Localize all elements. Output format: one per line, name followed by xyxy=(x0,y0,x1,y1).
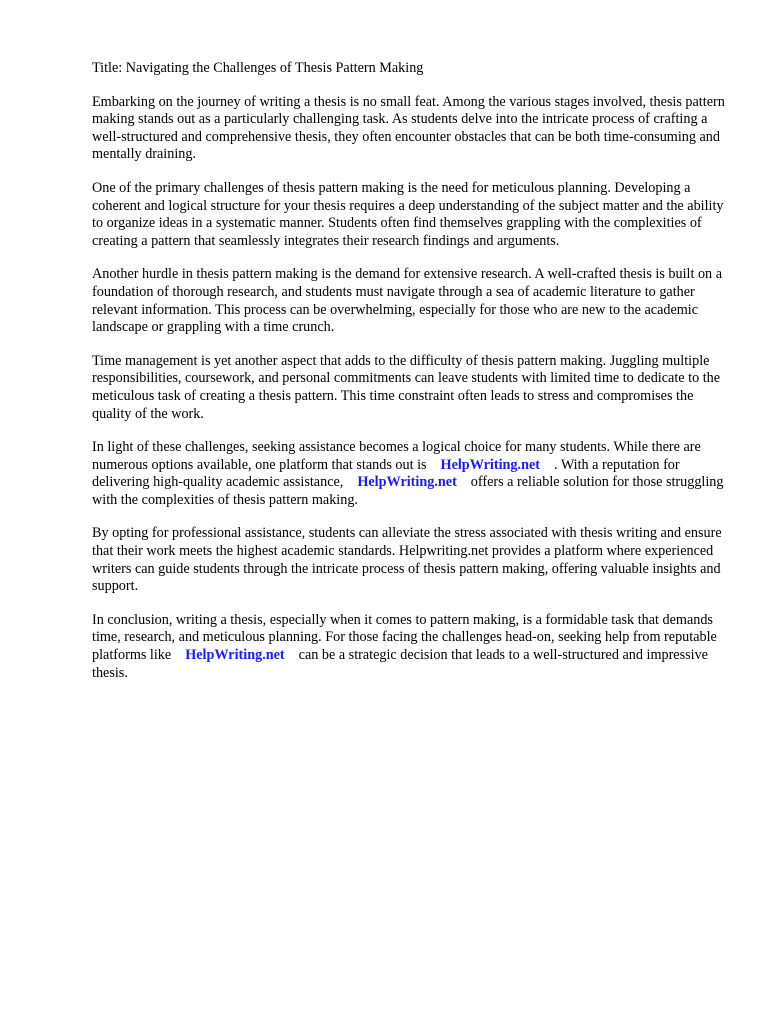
paragraph-planning: One of the primary challenges of thesis pattern making is the need for meticulous planning. Developing a coherent and logical structure for your thesis requires a deep understanding of the subject matter and the ability to organize ideas in a systematic manner. Students often find themselves grappling with the complexities of creating a pattern that seamlessly integrates their research findings and arguments. xyxy=(92,179,724,249)
paragraph-conclusion xyxy=(92,612,732,682)
paragraph-professional: By opting for professional assistance, students can alleviate the stress associated with thesis writing and ensure that their work meets the highest academic standards. Helpwriting.net provides a platform where experienced writers can guide students through the intricate process of thesis pattern making, offering valuable insights and support. xyxy=(92,525,722,595)
helpwriting-link[interactable]: HelpWriting.net xyxy=(357,474,457,491)
helpwriting-link[interactable]: HelpWriting.net xyxy=(185,647,285,664)
paragraph-text: In conclusion, writing a thesis, especially when it comes to pattern making, is a formidable task that demands time, research, and meticulous planning. For those facing the challenges head-on, seeking help from reputable platforms like xyxy=(92,611,717,664)
helpwriting-link[interactable]: HelpWriting.net xyxy=(440,456,540,473)
document-title: Title: Navigating the Challenges of Thesis Pattern Making xyxy=(92,60,424,76)
document-body xyxy=(92,60,732,698)
paragraph-research: Another hurdle in thesis pattern making is the demand for extensive research. A well-crafted thesis is built on a foundation of thorough research, and students must navigate through a sea of academic literature to gather relevant information. This process can be overwhelming, especially for those who are new to the academic landscape or grappling with a time crunch. xyxy=(92,266,722,336)
paragraph-text: offers a reliable solution for those struggling with the complexities of thesis pattern making. xyxy=(92,474,724,508)
paragraph-time-management: Time management is yet another aspect that adds to the difficulty of thesis pattern making. Juggling multiple responsibilities, coursework, and personal commitments can leave students with limited time to dedicate to the meticulous task of creating a thesis pattern. This time constraint often leads to stress and compromises the quality of the work. xyxy=(92,352,721,422)
paragraph-text: can be a strategic decision that leads to a well-structured and impressive thesis. xyxy=(92,647,708,681)
paragraph-text: In light of these challenges, seeking assistance becomes a logical choice for many students. While there are numerous options available, one platform that stands out is xyxy=(92,439,701,473)
paragraph-assistance xyxy=(92,439,732,509)
paragraph-text: . With a reputation for delivering high-quality academic assistance, xyxy=(92,456,680,491)
paragraph-intro: Embarking on the journey of writing a thesis is no small feat. Among the various stages involved, thesis pattern making stands out as a particularly challenging task. As students delve into the intricate process of crafting a well-structured and comprehensive thesis, they often encounter obstacles that can be both time-consuming and mentally draining. xyxy=(92,93,725,163)
